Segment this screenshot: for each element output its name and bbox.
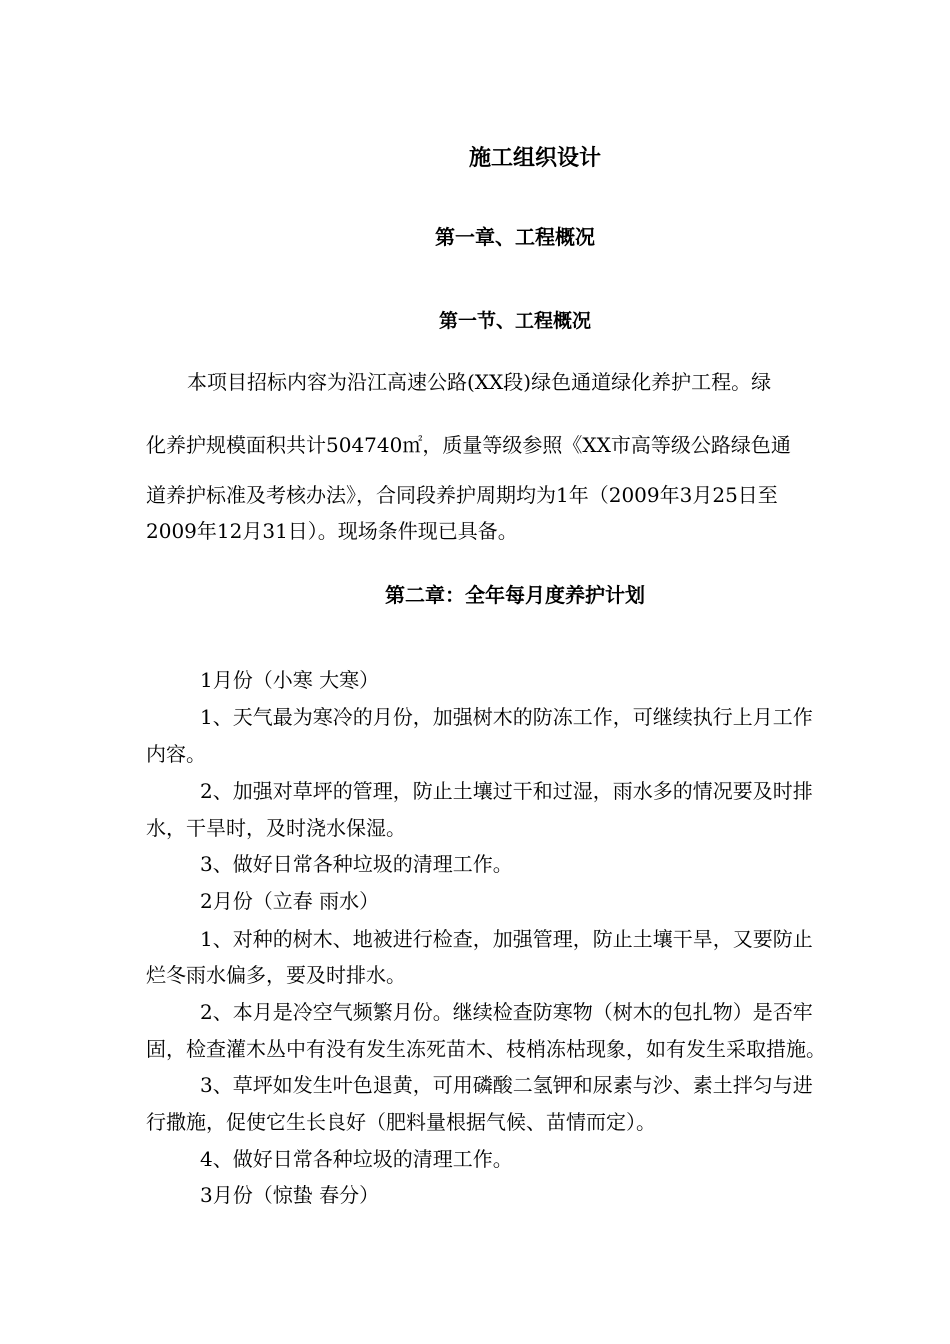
chapter-1-heading: 第一章、工程概况 — [435, 225, 595, 249]
overview-paragraph-line-4: 2009年12月31日）。现场条件现已具备。 — [146, 519, 518, 543]
month-1-item-2-line-2: 水，干旱时，及时浇水保湿。 — [146, 816, 406, 840]
month-1-item-1-line-2: 内容。 — [146, 742, 206, 766]
section-1-heading: 第一节、工程概况 — [438, 310, 591, 332]
month-2-item-1-line-2: 烂冬雨水偏多，要及时排水。 — [146, 963, 406, 987]
month-1-item-2-line-1: 2、加强对草坪的管理，防止土壤过干和过湿，雨水多的情况要及时排 — [200, 779, 813, 803]
month-1-item-3: 3、做好日常各种垃圾的清理工作。 — [200, 852, 513, 876]
overview-paragraph-line-1: 本项目招标内容为沿江高速公路(XX段)绿色通道绿化养护工程。绿 — [187, 370, 772, 394]
month-1-title: 1月份（小寒 大寒） — [200, 668, 380, 692]
overview-paragraph-line-2: 化养护规模面积共计504740㎡，质量等级参照《XX市高等级公路绿色通 — [146, 433, 791, 457]
month-2-item-3-line-1: 3、草坪如发生叶色退黄，可用磷酸二氢钾和尿素与沙、素土拌匀与进 — [200, 1073, 813, 1097]
chapter-2-heading: 第二章：全年每月度养护计划 — [385, 583, 645, 607]
month-2-item-2-line-2: 固，检查灌木丛中有没有发生冻死苗木、枝梢冻枯现象，如有发生采取措施。 — [146, 1037, 826, 1061]
month-2-item-2-line-1: 2、本月是冷空气频繁月份。继续检查防寒物（树木的包扎物）是否牢 — [200, 1000, 813, 1024]
overview-paragraph-line-3: 道养护标准及考核办法》，合同段养护周期均为1年（2009年3月25日至 — [146, 483, 778, 507]
month-2-title: 2月份（立春 雨水） — [200, 889, 380, 913]
month-1-item-1-line-1: 1、天气最为寒冷的月份，加强树木的防冻工作，可继续执行上月工作 — [200, 705, 813, 729]
month-3-title: 3月份（惊蛰 春分） — [200, 1183, 380, 1207]
month-2-item-3-line-2: 行撒施，促使它生长良好（肥料量根据气候、苗情而定）。 — [146, 1110, 656, 1134]
month-2-item-4: 4、做好日常各种垃圾的清理工作。 — [200, 1147, 513, 1171]
month-2-item-1-line-1: 1、对种的树木、地被进行检查，加强管理，防止土壤干旱，又要防止 — [200, 927, 813, 951]
document-title: 施工组织设计 — [468, 146, 601, 171]
